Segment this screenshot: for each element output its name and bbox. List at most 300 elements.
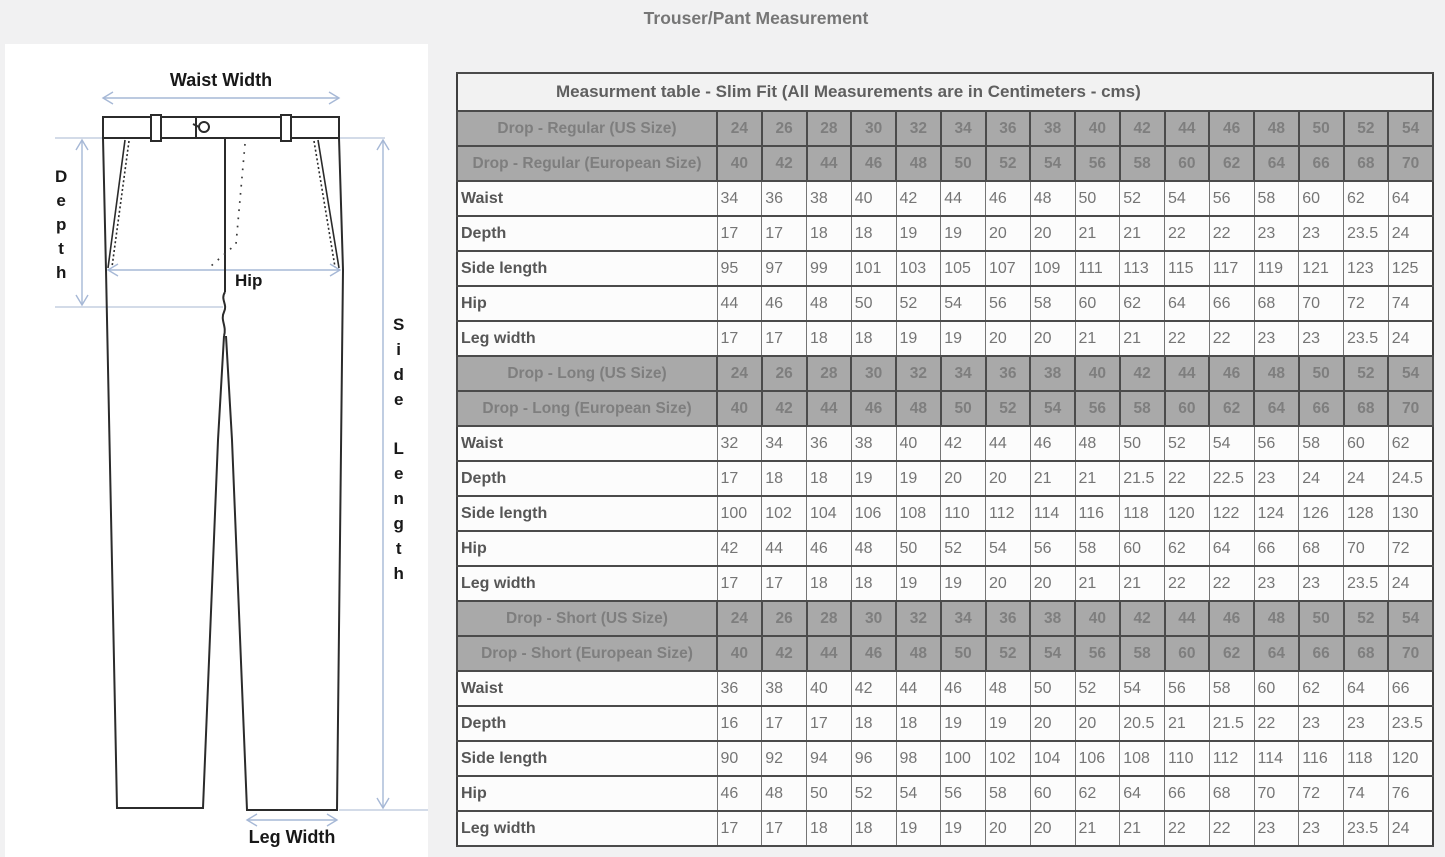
measurement-cell: 18 — [851, 321, 896, 356]
measurement-row — [457, 671, 1433, 706]
us-size-cell: 36 — [986, 601, 1031, 636]
measurement-cell: 44 — [986, 426, 1031, 461]
us-size-cell: 36 — [986, 356, 1031, 391]
measurement-cell: 22 — [1165, 461, 1210, 496]
measurement-cell: 23.5 — [1344, 566, 1389, 601]
measurement-cell: 66 — [1209, 286, 1254, 321]
eu-size-cell: 70 — [1388, 146, 1433, 181]
row-label: Hip — [457, 776, 717, 811]
us-size-cell: 30 — [851, 356, 896, 391]
measurement-row — [457, 286, 1433, 321]
measurement-cell: 18 — [807, 811, 852, 846]
measurement-cell: 48 — [1075, 426, 1120, 461]
measurement-cell: 58 — [1030, 286, 1075, 321]
us-size-cell: 52 — [1344, 601, 1389, 636]
measurement-cell: 19 — [941, 811, 986, 846]
row-label: Side length — [457, 741, 717, 776]
measurement-cell: 50 — [1075, 181, 1120, 216]
measurement-cell: 40 — [851, 181, 896, 216]
measurement-cell: 36 — [717, 671, 762, 706]
row-label: Leg width — [457, 811, 717, 846]
measurement-row — [457, 496, 1433, 531]
measurement-cell: 17 — [762, 811, 807, 846]
measurement-cell: 42 — [851, 671, 896, 706]
measurement-cell: 22 — [1254, 706, 1299, 741]
measurement-cell: 117 — [1209, 251, 1254, 286]
measurement-cell: 103 — [896, 251, 941, 286]
us-size-cell: 28 — [807, 601, 852, 636]
measurement-cell: 23 — [1299, 706, 1344, 741]
measurement-cell: 20 — [1030, 216, 1075, 251]
drop-us-label: Drop - Long (US Size) — [457, 356, 717, 391]
row-label: Depth — [457, 216, 717, 251]
measurement-cell: 22 — [1165, 811, 1210, 846]
eu-size-cell: 68 — [1344, 146, 1389, 181]
us-size-cell: 54 — [1388, 356, 1433, 391]
measurement-cell: 21 — [1120, 566, 1165, 601]
crease-stitch-line — [211, 144, 245, 266]
measurement-cell: 18 — [807, 321, 852, 356]
measurement-cell: 96 — [851, 741, 896, 776]
measurement-cell: 64 — [1344, 671, 1389, 706]
measurement-cell: 64 — [1165, 286, 1210, 321]
measurement-cell: 116 — [1075, 496, 1120, 531]
us-size-cell: 54 — [1388, 111, 1433, 146]
measurement-cell: 46 — [807, 531, 852, 566]
us-size-cell: 42 — [1120, 111, 1165, 146]
us-size-cell: 46 — [1209, 356, 1254, 391]
eu-size-cell: 52 — [986, 146, 1031, 181]
measurement-cell: 109 — [1030, 251, 1075, 286]
measurement-cell: 62 — [1388, 426, 1433, 461]
measurement-cell: 17 — [762, 216, 807, 251]
measurement-cell: 48 — [986, 671, 1031, 706]
measurement-cell: 23 — [1344, 706, 1389, 741]
measurement-cell: 46 — [762, 286, 807, 321]
us-size-cell: 32 — [896, 111, 941, 146]
measurement-cell: 19 — [941, 706, 986, 741]
measurement-cell: 62 — [1165, 531, 1210, 566]
measurement-cell: 18 — [851, 566, 896, 601]
measurement-cell: 52 — [941, 531, 986, 566]
measurement-cell: 24 — [1344, 461, 1389, 496]
measurement-cell: 23 — [1254, 216, 1299, 251]
measurement-cell: 68 — [1209, 776, 1254, 811]
measurement-cell: 101 — [851, 251, 896, 286]
us-size-cell: 46 — [1209, 111, 1254, 146]
table-title: Measurment table - Slim Fit (All Measurements are in Centimeters - cms) — [457, 73, 1433, 111]
eu-size-cell: 46 — [851, 636, 896, 671]
drop-eu-label: Drop - Long (European Size) — [457, 391, 717, 426]
measurement-cell: 110 — [1165, 741, 1210, 776]
measurement-cell: 20 — [1030, 811, 1075, 846]
eu-size-cell: 42 — [762, 146, 807, 181]
measurement-cell: 46 — [941, 671, 986, 706]
eu-size-cell: 66 — [1299, 636, 1344, 671]
eu-size-cell: 46 — [851, 391, 896, 426]
measurement-cell: 106 — [851, 496, 896, 531]
measurement-cell: 17 — [762, 706, 807, 741]
measurement-row — [457, 321, 1433, 356]
measurement-cell: 38 — [807, 181, 852, 216]
measurement-cell: 68 — [1254, 286, 1299, 321]
measurement-row — [457, 776, 1433, 811]
us-size-cell: 30 — [851, 111, 896, 146]
us-size-cell: 38 — [1030, 356, 1075, 391]
measurement-cell: 52 — [851, 776, 896, 811]
measurement-cell: 116 — [1299, 741, 1344, 776]
measurement-cell: 48 — [851, 531, 896, 566]
drop-us-label: Drop - Short (US Size) — [457, 601, 717, 636]
measurement-cell: 17 — [717, 566, 762, 601]
measurement-cell: 66 — [1388, 671, 1433, 706]
us-size-cell: 32 — [896, 601, 941, 636]
measurement-cell: 58 — [1299, 426, 1344, 461]
measurement-cell: 113 — [1120, 251, 1165, 286]
us-size-cell: 24 — [717, 356, 762, 391]
measurement-cell: 123 — [1344, 251, 1389, 286]
measurement-cell: 54 — [1209, 426, 1254, 461]
measurement-cell: 58 — [986, 776, 1031, 811]
measurement-cell: 125 — [1388, 251, 1433, 286]
measurement-cell: 23 — [1299, 321, 1344, 356]
belt-loop — [281, 115, 291, 141]
measurement-cell: 18 — [851, 216, 896, 251]
measurement-cell: 68 — [1299, 531, 1344, 566]
measurement-cell: 23 — [1299, 216, 1344, 251]
measurement-cell: 19 — [896, 566, 941, 601]
measurement-cell: 56 — [1165, 671, 1210, 706]
measurement-cell: 112 — [986, 496, 1031, 531]
measurement-cell: 74 — [1388, 286, 1433, 321]
measurement-cell: 120 — [1388, 741, 1433, 776]
measurement-cell: 62 — [1075, 776, 1120, 811]
eu-size-cell: 58 — [1120, 636, 1165, 671]
measurement-cell: 21 — [1075, 216, 1120, 251]
measurement-cell: 100 — [717, 496, 762, 531]
us-size-cell: 48 — [1254, 601, 1299, 636]
measurement-cell: 18 — [851, 706, 896, 741]
measurement-cell: 42 — [717, 531, 762, 566]
measurement-cell: 48 — [762, 776, 807, 811]
measurement-cell: 54 — [941, 286, 986, 321]
row-label: Waist — [457, 671, 717, 706]
measurement-cell: 60 — [1030, 776, 1075, 811]
us-size-cell: 26 — [762, 111, 807, 146]
us-size-cell: 32 — [896, 356, 941, 391]
measurement-cell: 19 — [896, 461, 941, 496]
eu-size-cell: 70 — [1388, 636, 1433, 671]
measurement-cell: 19 — [896, 321, 941, 356]
measurement-cell: 17 — [717, 811, 762, 846]
measurement-cell: 102 — [986, 741, 1031, 776]
measurement-cell: 17 — [717, 461, 762, 496]
measurement-cell: 60 — [1075, 286, 1120, 321]
measurement-cell: 23.5 — [1344, 216, 1389, 251]
measurement-cell: 21 — [1075, 461, 1120, 496]
measurement-cell: 22 — [1209, 321, 1254, 356]
measurement-cell: 50 — [896, 531, 941, 566]
us-size-cell: 44 — [1165, 111, 1210, 146]
size-header-row-us — [457, 601, 1433, 636]
eu-size-cell: 70 — [1388, 391, 1433, 426]
measurement-cell: 54 — [1165, 181, 1210, 216]
us-size-cell: 40 — [1075, 601, 1120, 636]
waist-width-label: Waist Width — [169, 70, 273, 90]
measurement-cell: 36 — [762, 181, 807, 216]
measurement-cell: 44 — [941, 181, 986, 216]
measurement-cell: 56 — [986, 286, 1031, 321]
measurement-cell: 19 — [986, 706, 1031, 741]
measurement-cell: 56 — [1254, 426, 1299, 461]
measurement-cell: 24 — [1388, 566, 1433, 601]
measurement-cell: 19 — [941, 321, 986, 356]
measurement-cell: 38 — [851, 426, 896, 461]
us-size-cell: 28 — [807, 111, 852, 146]
button — [199, 122, 209, 132]
eu-size-cell: 68 — [1344, 391, 1389, 426]
measurement-cell: 18 — [896, 706, 941, 741]
us-size-cell: 52 — [1344, 356, 1389, 391]
measurement-cell: 52 — [896, 286, 941, 321]
measurement-cell: 23 — [1254, 321, 1299, 356]
eu-size-cell: 66 — [1299, 146, 1344, 181]
measurement-cell: 36 — [807, 426, 852, 461]
eu-size-cell: 40 — [717, 391, 762, 426]
side-length-label: S i d e L e n g t h — [393, 315, 405, 583]
measurement-cell: 23 — [1254, 811, 1299, 846]
measurement-cell: 48 — [807, 286, 852, 321]
measurement-cell: 58 — [1075, 531, 1120, 566]
eu-size-cell: 50 — [941, 636, 986, 671]
us-size-cell: 52 — [1344, 111, 1389, 146]
eu-size-cell: 56 — [1075, 636, 1120, 671]
measurement-cell: 32 — [717, 426, 762, 461]
eu-size-cell: 46 — [851, 146, 896, 181]
us-size-cell: 50 — [1299, 111, 1344, 146]
measurement-cell: 21 — [1075, 566, 1120, 601]
row-label: Waist — [457, 181, 717, 216]
us-size-cell: 38 — [1030, 111, 1075, 146]
measurement-cell: 18 — [762, 461, 807, 496]
measurement-cell: 17 — [762, 566, 807, 601]
us-size-cell: 30 — [851, 601, 896, 636]
measurement-cell: 60 — [1299, 181, 1344, 216]
measurement-cell: 62 — [1344, 181, 1389, 216]
us-size-cell: 38 — [1030, 601, 1075, 636]
measurement-cell: 34 — [762, 426, 807, 461]
measurement-cell: 72 — [1388, 531, 1433, 566]
row-label: Depth — [457, 706, 717, 741]
measurement-cell: 23 — [1254, 461, 1299, 496]
row-label: Waist — [457, 426, 717, 461]
measurement-cell: 17 — [717, 321, 762, 356]
eu-size-cell: 44 — [807, 146, 852, 181]
eu-size-cell: 48 — [896, 391, 941, 426]
measurement-table — [456, 72, 1434, 847]
measurement-cell: 114 — [1254, 741, 1299, 776]
measurement-cell: 50 — [1030, 671, 1075, 706]
measurement-cell: 20 — [986, 216, 1031, 251]
measurement-cell: 46 — [1030, 426, 1075, 461]
eu-size-cell: 54 — [1030, 391, 1075, 426]
measurement-cell: 99 — [807, 251, 852, 286]
measurement-cell: 54 — [1120, 671, 1165, 706]
measurement-cell: 21 — [1165, 706, 1210, 741]
measurement-cell: 106 — [1075, 741, 1120, 776]
measurement-cell: 114 — [1030, 496, 1075, 531]
measurement-cell: 56 — [1209, 181, 1254, 216]
measurement-cell: 21 — [1075, 811, 1120, 846]
row-label: Leg width — [457, 566, 717, 601]
measurement-cell: 108 — [896, 496, 941, 531]
measurement-cell: 20 — [1030, 566, 1075, 601]
eu-size-cell: 56 — [1075, 391, 1120, 426]
measurement-row — [457, 811, 1433, 846]
eu-size-cell: 48 — [896, 146, 941, 181]
us-size-cell: 46 — [1209, 601, 1254, 636]
measurement-cell: 70 — [1254, 776, 1299, 811]
measurement-cell: 56 — [1030, 531, 1075, 566]
us-size-cell: 50 — [1299, 601, 1344, 636]
measurement-cell: 111 — [1075, 251, 1120, 286]
measurement-cell: 20 — [941, 461, 986, 496]
measurement-cell: 50 — [1120, 426, 1165, 461]
us-size-cell: 40 — [1075, 111, 1120, 146]
measurement-cell: 19 — [896, 811, 941, 846]
measurement-cell: 64 — [1388, 181, 1433, 216]
measurement-cell: 102 — [762, 496, 807, 531]
measurement-cell: 23.5 — [1388, 706, 1433, 741]
measurement-cell: 22 — [1209, 811, 1254, 846]
eu-size-cell: 62 — [1209, 146, 1254, 181]
measurement-cell: 60 — [1120, 531, 1165, 566]
measurement-cell: 17 — [717, 216, 762, 251]
eu-size-cell: 64 — [1254, 146, 1299, 181]
measurement-cell: 17 — [807, 706, 852, 741]
eu-size-cell: 40 — [717, 636, 762, 671]
measurement-cell: 58 — [1209, 671, 1254, 706]
eu-size-cell: 42 — [762, 391, 807, 426]
measurement-cell: 23 — [1299, 811, 1344, 846]
us-size-cell: 28 — [807, 356, 852, 391]
us-size-cell: 26 — [762, 356, 807, 391]
eu-size-cell: 54 — [1030, 636, 1075, 671]
measurement-row — [457, 461, 1433, 496]
us-size-cell: 24 — [717, 601, 762, 636]
measurement-row — [457, 566, 1433, 601]
measurement-cell: 20 — [986, 566, 1031, 601]
measurement-cell: 19 — [851, 461, 896, 496]
leg-width-label: Leg Width — [248, 827, 336, 847]
belt-loop — [151, 115, 161, 141]
eu-size-cell: 66 — [1299, 391, 1344, 426]
measurement-cell: 72 — [1344, 286, 1389, 321]
measurement-cell: 22 — [1165, 321, 1210, 356]
measurement-row — [457, 741, 1433, 776]
us-size-cell: 34 — [941, 111, 986, 146]
size-header-row-us — [457, 111, 1433, 146]
size-header-row-eu — [457, 636, 1433, 671]
measurement-row — [457, 251, 1433, 286]
measurement-cell: 23 — [1299, 566, 1344, 601]
measurement-cell: 46 — [986, 181, 1031, 216]
us-size-cell: 44 — [1165, 601, 1210, 636]
measurement-cell: 24.5 — [1388, 461, 1433, 496]
measurement-cell: 22 — [1165, 566, 1210, 601]
us-size-cell: 48 — [1254, 111, 1299, 146]
measurement-cell: 22 — [1209, 566, 1254, 601]
measurement-cell: 21 — [1030, 461, 1075, 496]
measurement-cell: 20 — [1030, 321, 1075, 356]
eu-size-cell: 60 — [1165, 636, 1210, 671]
measurement-cell: 122 — [1209, 496, 1254, 531]
measurement-cell: 115 — [1165, 251, 1210, 286]
measurement-cell: 44 — [717, 286, 762, 321]
measurement-cell: 20.5 — [1120, 706, 1165, 741]
measurement-cell: 64 — [1209, 531, 1254, 566]
measurement-cell: 104 — [807, 496, 852, 531]
us-size-cell: 36 — [986, 111, 1031, 146]
measurement-cell: 42 — [896, 181, 941, 216]
measurement-cell: 126 — [1299, 496, 1344, 531]
eu-size-cell: 60 — [1165, 146, 1210, 181]
measurement-cell: 52 — [1165, 426, 1210, 461]
measurement-cell: 19 — [896, 216, 941, 251]
measurement-cell: 24 — [1388, 811, 1433, 846]
measurement-cell: 60 — [1344, 426, 1389, 461]
measurement-cell: 42 — [941, 426, 986, 461]
hip-label: Hip — [235, 271, 263, 290]
measurement-row — [457, 426, 1433, 461]
measurement-cell: 20 — [1030, 706, 1075, 741]
eu-size-cell: 44 — [807, 636, 852, 671]
measurement-cell: 52 — [1075, 671, 1120, 706]
us-size-cell: 48 — [1254, 356, 1299, 391]
measurement-cell: 90 — [717, 741, 762, 776]
row-label: Depth — [457, 461, 717, 496]
measurement-cell: 110 — [941, 496, 986, 531]
measurement-cell: 58 — [1254, 181, 1299, 216]
measurement-cell: 44 — [762, 531, 807, 566]
measurement-cell: 108 — [1120, 741, 1165, 776]
pocket-seams — [108, 140, 339, 268]
measurement-row — [457, 531, 1433, 566]
eu-size-cell: 58 — [1120, 146, 1165, 181]
measurement-cell: 97 — [762, 251, 807, 286]
measurement-cell: 20 — [986, 811, 1031, 846]
measurement-cell: 22 — [1165, 216, 1210, 251]
us-size-cell: 24 — [717, 111, 762, 146]
drop-us-label: Drop - Regular (US Size) — [457, 111, 717, 146]
us-size-cell: 42 — [1120, 601, 1165, 636]
measurement-cell: 64 — [1120, 776, 1165, 811]
eu-size-cell: 56 — [1075, 146, 1120, 181]
left-leg — [103, 138, 224, 808]
measurement-cell: 70 — [1344, 531, 1389, 566]
eu-size-cell: 50 — [941, 146, 986, 181]
trouser-diagram-panel — [5, 44, 428, 857]
trouser-outline — [103, 115, 343, 810]
measurement-cell: 56 — [941, 776, 986, 811]
measurement-cell: 21 — [1075, 321, 1120, 356]
measurement-cell: 54 — [986, 531, 1031, 566]
eu-size-cell: 62 — [1209, 636, 1254, 671]
row-label: Side length — [457, 496, 717, 531]
us-size-cell: 54 — [1388, 601, 1433, 636]
row-label: Hip — [457, 286, 717, 321]
row-label: Leg width — [457, 321, 717, 356]
